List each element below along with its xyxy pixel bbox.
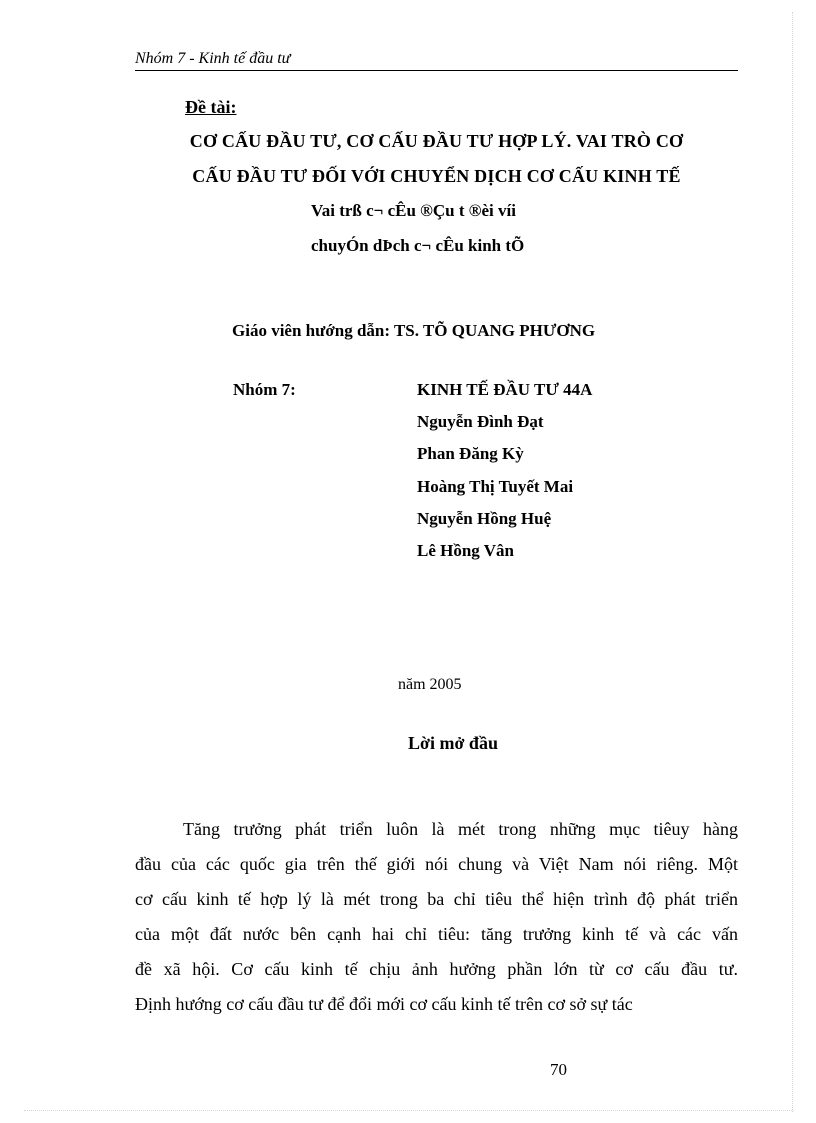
page-number: 70 (550, 1060, 567, 1079)
encoded-title-line-1: Vai trß c¬ cÊu ®Çu t ®èi víi (311, 201, 516, 220)
group-member: Lê Hồng Vân (417, 541, 514, 560)
running-header: Nhóm 7 - Kinh tế đầu tư (135, 49, 738, 71)
page-edge-right (792, 12, 795, 1112)
preface-line: Tăng trưởng phát triển luôn là mét trong những mục tiêuy hàng (183, 819, 738, 839)
preface-line: Định hướng cơ cấu đầu tư để đổi mới cơ cấu kinh tế trên cơ sở sự tác (135, 994, 633, 1014)
group-class: KINH TẾ ĐẦU TƯ 44A (417, 380, 593, 399)
advisor-line: Giáo viên hướng dẫn: TS. TÕ QUANG PHƯƠNG (232, 321, 596, 340)
group-member: Phan Đăng Kỳ (417, 444, 524, 463)
subject-label: Đề tài: (185, 97, 237, 117)
subject-title-line-1: CƠ CẤU ĐẦU TƯ, CƠ CẤU ĐẦU TƯ HỢP LÝ. VAI TRÒ CƠ (189, 131, 684, 151)
year: năm 2005 (398, 676, 462, 693)
group-member: Nguyễn Đình Đạt (417, 412, 544, 431)
preface-line: đề xã hội. Cơ cấu kinh tế chịu ảnh hưởng phần lớn từ cơ cấu đầu tư. (135, 959, 738, 979)
encoded-title-line-2: chuyÓn dÞch c¬ cÊu kinh tÕ (311, 236, 525, 255)
preface-title: Lời mở đầu (408, 733, 498, 753)
subject-title-line-2: CẤU ĐẦU TƯ ĐỐI VỚI CHUYỂN DỊCH CƠ CẤU KINH TẾ (192, 166, 681, 186)
preface-line: cơ cấu kinh tế hợp lý là mét trong ba chỉ tiêu thể hiện trình độ phát triển (135, 889, 738, 909)
group-member: Nguyễn Hồng Huệ (417, 509, 552, 528)
group-label: Nhóm 7: (233, 380, 296, 399)
group-member: Hoàng Thị Tuyết Mai (417, 477, 574, 496)
preface-line: của một đất nước bên cạnh hai chỉ tiêu: tăng trưởng kinh tế và các vấn (135, 924, 738, 944)
page-edge-bottom (24, 1110, 794, 1112)
preface-line: đầu của các quốc gia trên thế giới nói chung và Việt Nam nói riêng. Một (135, 854, 738, 874)
